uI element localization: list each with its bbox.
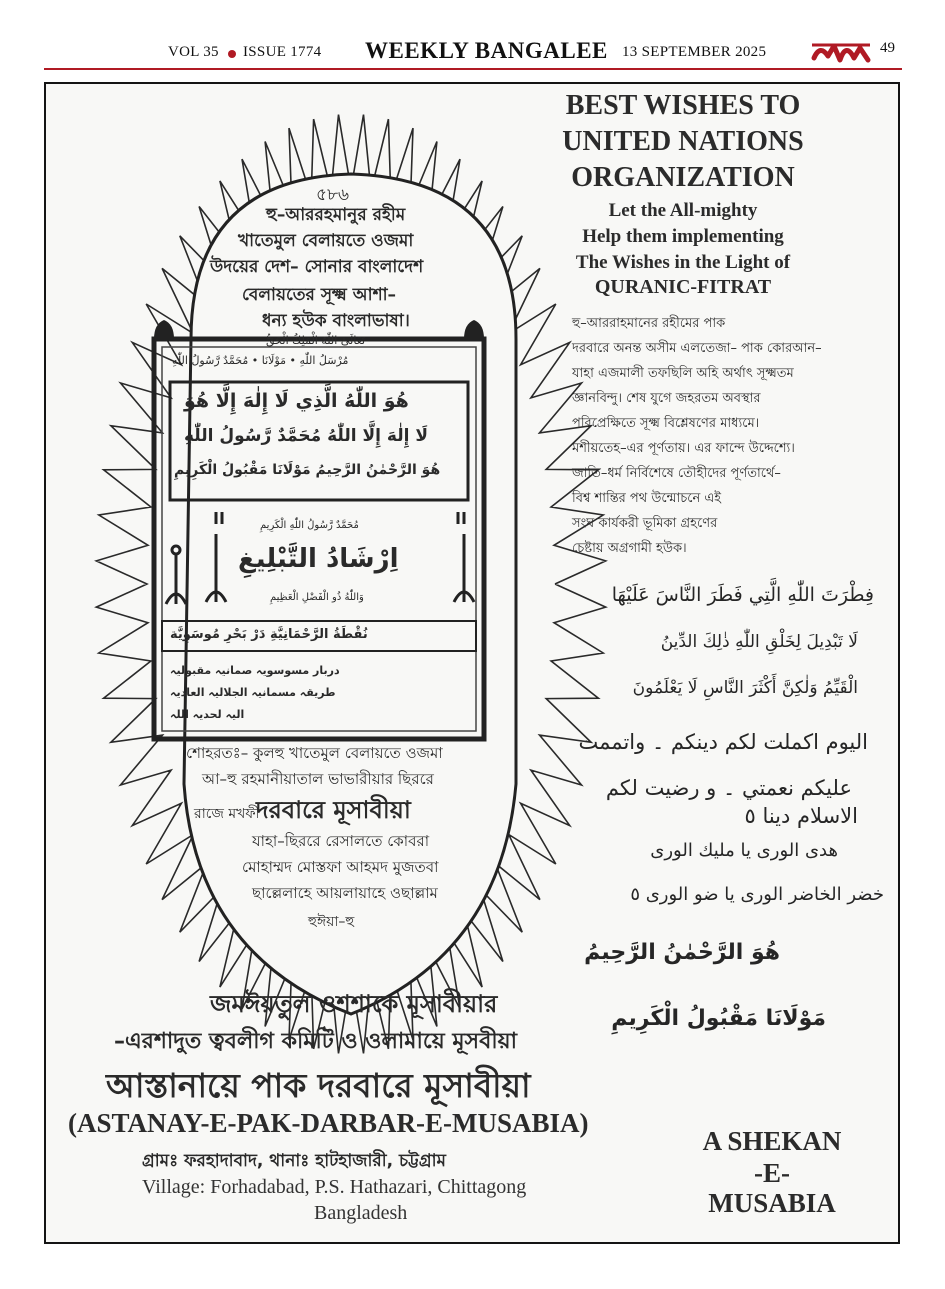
issue-date: 13 SEPTEMBER 2025 [622,44,767,60]
verse-line-1: فِطْرَتَ اللّٰهِ الَّتِي فَطَرَ النَّاسَ عَلَيْهَا [611,584,874,606]
seal-lower-line-2: আ–হু রহমানীয়াতাল ভাভারীয়ার ছিররে [202,770,434,788]
right-bengali-6: মশীয়তেহ–এর পূর্ণতায়। এর ফান্দে উদ্দেশ্যে। [572,441,795,456]
seal-arabic-small-mid: مُحَمَّدٌ رَّسُولُ اللّٰهِ الْكَرِيمِ [260,520,359,531]
wishes-heading-3: ORGANIZATION [571,162,795,193]
masthead-title: WEEKLY BANGALEE [365,38,608,63]
hand-line-5: خضر الخاضر الورى يا ضو الورى ٥ [630,884,884,905]
shekan-line-3: MUSABIA [708,1188,836,1218]
header-rule [44,68,902,70]
footer-line-2: –এরশাদুত ত্ববলীগ কমিটি ও ওলামায়ে মূসবীয়া [114,1029,517,1054]
seal-number: ৫৮৬ [316,185,350,205]
seal-lower-line-3: রাজে মখফী [194,806,260,822]
wishes-heading-1: BEST WISHES TO [565,90,801,121]
bangalee-logo [808,36,874,68]
seal-arabic-band: مُرْسَلُ اللّٰهِ • مَوْلَانَا • مُحَمَّدٌ رَّسُولُ اللّٰهِ [172,354,349,367]
wishes-sub-1: Let the All-mighty [608,200,758,221]
separator-dot [228,50,236,58]
seal-arabic-small-under: وَاللّٰهُ ذُو الْفَضْلِ الْعَظِيمِ [270,592,364,603]
right-bengali-10: চেষ্টায় অগ্রগামী হউক। [572,541,687,556]
right-bengali-4: জ্ঞানবিন্দু। শেষ যুগে জহরতম অবস্থার [572,391,761,406]
seal-arabic-lower-2: طریقہ مسمانیہ الجلالیہ العادیہ [170,686,336,699]
seal-arabic-lower-1: دربار مسوسویہ صمانیہ مقبولیہ [170,664,340,677]
seal-line-5: ধন্য হউক বাংলাভাষা। [262,311,410,331]
kalima-line-1: هُوَ اللّٰهُ الَّذِي لَا إِلٰهَ إِلَّا هُوَ [184,390,409,412]
footer-darbar-name: আস্তানায়ে পাক দরবারে মূসাবীয়া [106,1066,531,1105]
footer-english-name: (ASTANAY-E-PAK-DARBAR-E-MUSABIA) [68,1108,589,1138]
right-bengali-9: সংঘ কার্যকরী ভূমিকা গ্রহণের [572,516,718,531]
kalima-line-3: هُوَ الرَّحْمٰنُ الرَّحِيمُ مَوْلَانَا مَقْبُولُ الْكَرِيمِ [174,462,441,478]
footer-address-bn: গ্রামঃ ফরহাদাবাদ, থানাঃ হাটহাজারী, চট্টগ্রাম [142,1151,446,1171]
footer-country: Bangladesh [314,1202,408,1224]
seal-lower-line-5: যাহা–ছিররে রেসালতে কোবরা [252,832,430,850]
seal-lower-line-6: মোহাম্মদ মোস্তফা আহমদ মুজতবা [242,858,439,876]
seal-arabic-band-2: نُقْطَةُ الرَّحْمَانِيَّةِ دَرْ بَحْرِ مُوسَوِيَّة [170,627,368,642]
seal-lower-line-8: হুঈয়া–হু [308,914,355,930]
hand-line-1: اليوم اكملت لكم دينكم ۔ واتممت [578,730,868,754]
seal-line-2: খাতেমুল বেলায়তে ওজমা [238,231,414,251]
seal-line-3: উদয়ের দেশ– সোনার বাংলাদেশ [210,257,424,277]
volume-label: VOL 35 [168,44,219,60]
issue-label: ISSUE 1774 [243,44,322,60]
seal-arabic-top: تَعَالَىٰ اللّٰهُ الْمَلِكُ الْحَقُّ [266,334,366,347]
advertisement-panel [44,82,900,1244]
seal-arabic-calligraphy: اِرْشَادُ التَّبْلِيغِ [238,544,399,574]
page-number: 49 [880,40,895,56]
verse-line-3: الْقَيِّمُ وَلٰكِنَّ أَكْثَرَ النَّاسِ لَا يَعْلَمُونَ [632,678,858,698]
footer-line-1: জমঈয়তুল ওশশাকে মূসাবীয়ার [210,990,498,1018]
hand-line-3: الاسلام دينا ٥ [744,804,858,828]
seal-line-4: বেলায়তের সূক্ষ্ম আশা– [242,285,397,305]
footer-address-en: Village: Forhadabad, P.S. Hathazari, Chittagong [142,1176,527,1198]
hand-line-4: هدى الورى يا مليك الورى [650,840,838,861]
shekan-line-2: -E- [754,1158,790,1188]
verse-line-2: لَا تَبْدِيلَ لِخَلْقِ اللّٰهِ ذٰلِكَ الدِّينُ [660,632,858,652]
wishes-heading-2: UNITED NATIONS [562,126,804,157]
page-header [0,0,945,72]
wishes-sub-3: The Wishes in the Light of [575,252,791,273]
kalima-line-2: لَا إِلٰهَ إِلَّا اللّٰهُ مُحَمَّدٌ رَّسُولُ اللّٰهِ [184,426,429,446]
right-bengali-5: পরিপ্রেক্ষিতে সূক্ষ্ম বিশ্লেষণের মাধ্যমে। [572,416,760,431]
right-bengali-7: জাতি–ধর্ম নির্বিশেষে তৌহীদের পূর্ণতার্থে– [572,466,781,481]
right-bengali-8: বিশ্ব শান্তির পথ উন্মোচনে এই [572,491,722,506]
hand-line-7: مَوْلَانَا مَقْبُولُ الْكَرِيمِ [611,1006,826,1031]
right-bengali-1: হু–আররাহমানের রহীমের পাক [572,316,726,331]
seal-lower-line-7: ছাল্লেলাহে আয়লায়াহে ওছাল্লাম [252,884,438,902]
shekan-line-1: A SHEKAN [702,1126,842,1156]
right-bengali-2: দরবারে অনন্ত অসীম এলতেজা– পাক কোরআন– [572,341,822,356]
quranic-fitrat: QURANIC-FITRAT [594,276,772,298]
seal-lower-line-1: শোহরতঃ– কুলহু খাতেমুল বেলায়তে ওজমা [186,744,443,762]
hand-line-2: عليكم نعمتي ۔ و رضيت لكم [605,776,852,800]
seal-arabic-lower-3: الیہ لحدیہ اللہ [170,708,245,721]
seal-darbar-title: দরবারে মূসাবীয়া [256,796,411,824]
right-bengali-3: যাহা এজমালী তফছিলি অহি অর্থাৎ সূক্ষ্মতম [572,366,794,381]
hand-line-6: هُوَ الرَّحْمٰنُ الرَّحِيمُ [584,940,780,965]
wishes-sub-2: Help them implementing [582,226,784,247]
seal-line-1: হু–আররহমানুর রহীম [266,205,406,225]
